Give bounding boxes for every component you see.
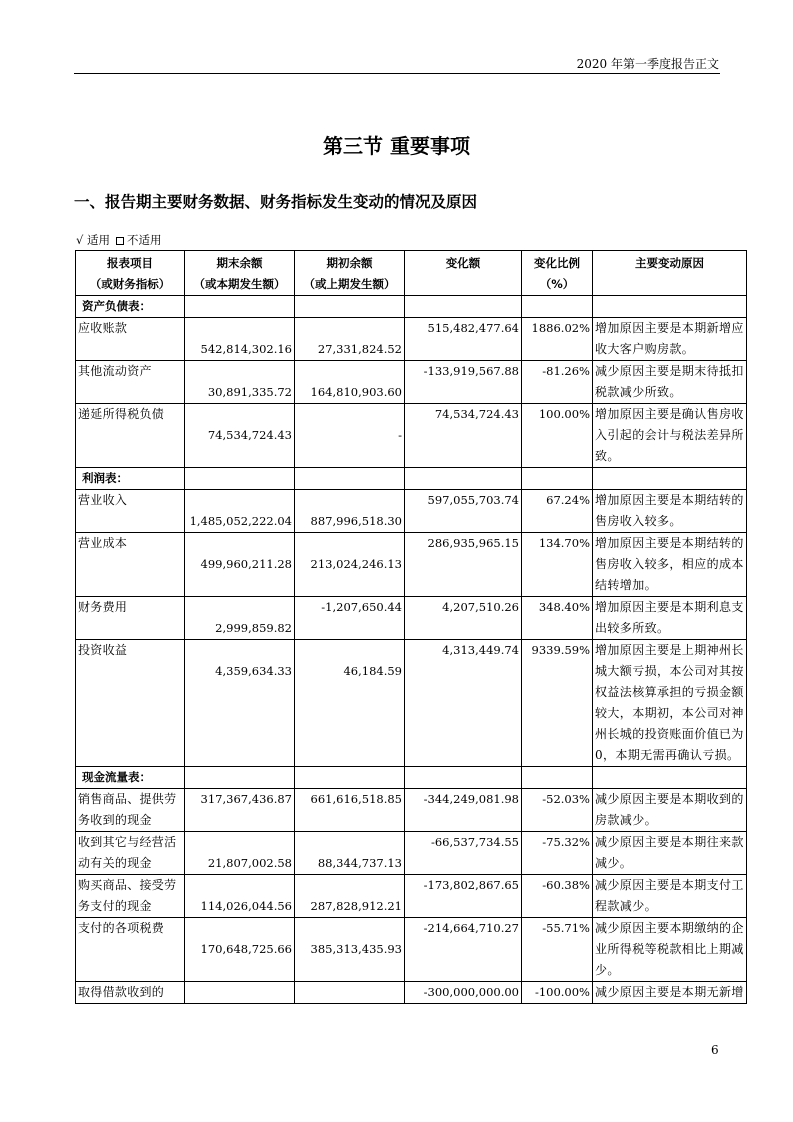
table-row: 应收账款 542,814,302.16 27,331,824.52 515,482,477.64 1886.02% 增加原因主要是本期新增应收大客户购房款。 [76, 318, 747, 361]
header-rule [74, 73, 720, 74]
header-reason: 主要变动原因 [593, 251, 747, 296]
table-row: 营业成本 499,960,211.28 213,024,246.13 286,935,965.15 134.70% 增加原因主要是本期结转的售房收入较多，相应的成本结转增加。 [76, 533, 747, 597]
page-title: 第三节 重要事项 [323, 134, 470, 158]
page-number: 6 [711, 1043, 719, 1057]
table-header-row [76, 251, 747, 296]
section-heading: 一、报告期主要财务数据、财务指标发生变动的情况及原因 [74, 193, 478, 211]
table-row: 投资收益 4,359,634.33 46,184.59 4,313,449.74 9339.59% 增加原因主要是上期神州长城大额亏损，本公司对其按权益法核算承担的亏损金额较大，本期初，本公司对神州长城的投资账面价值已为0，本期无需再确认亏损。 [76, 640, 747, 767]
table-row: 收到其它与经营活动有关的现金 21,807,002.58 88,344,737.13 -66,537,734.55 -75.32% 减少原因主要是本期往来款减少。 [76, 832, 747, 875]
table-row: 其他流动资产 30,891,335.72 164,810,903.60 -133,919,567.88 -81.26% 减少原因主要是期末待抵扣税款减少所致。 [76, 361, 747, 404]
section-row-balance: 资产负债表： [76, 296, 747, 318]
applicability-line [76, 232, 161, 248]
header-begin-balance: 期初余额 （或上期发生额） [295, 251, 405, 296]
section-row-cashflow: 现金流量表： [76, 767, 747, 789]
checkbox-icon [116, 237, 124, 245]
checkmark: √ [76, 233, 84, 247]
table-row: 销售商品、提供劳务收到的现金 317,367,436.87 661,616,518.85 -344,249,081.98 -52.03% 减少原因主要是本期收到的房款减少。 [76, 789, 747, 832]
table-row: 取得借款收到的 -300,000,000.00 -100.00% 减少原因主要是本期无新增 [76, 982, 747, 1004]
header-ratio: 变化比例 （%） [522, 251, 593, 296]
applicable-label: 适用 [86, 233, 110, 247]
table-row: 支付的各项税费 170,648,725.66 385,313,435.93 -214,664,710.27 -55.71% 减少原因主要本期缴纳的企业所得税等税款相比上期减少。 [76, 918, 747, 982]
header-change: 变化额 [405, 251, 522, 296]
not-applicable-label: 不适用 [126, 233, 162, 247]
header-item: 报表项目 （或财务指标） [76, 251, 185, 296]
section-row-income: 利润表： [76, 468, 747, 490]
running-header: 2020 年第一季度报告正文 [576, 57, 719, 71]
financial-changes-table [75, 250, 747, 1004]
table-row: 财务费用 2,999,859.82 -1,207,650.44 4,207,510.26 348.40% 增加原因主要是本期利息支出较多所致。 [76, 597, 747, 640]
header-end-balance: 期末余额 （或本期发生额） [185, 251, 295, 296]
table-row: 营业收入 1,485,052,222.04 887,996,518.30 597,055,703.74 67.24% 增加原因主要是本期结转的售房收入较多。 [76, 490, 747, 533]
table-row: 递延所得税负债 74,534,724.43 - 74,534,724.43 100.00% 增加原因主要是确认售房收入引起的会计与税法差异所致。 [76, 404, 747, 468]
table-row: 购买商品、接受劳务支付的现金 114,026,044.56 287,828,912.21 -173,802,867.65 -60.38% 减少原因主要是本期支付工程款减少。 [76, 875, 747, 918]
